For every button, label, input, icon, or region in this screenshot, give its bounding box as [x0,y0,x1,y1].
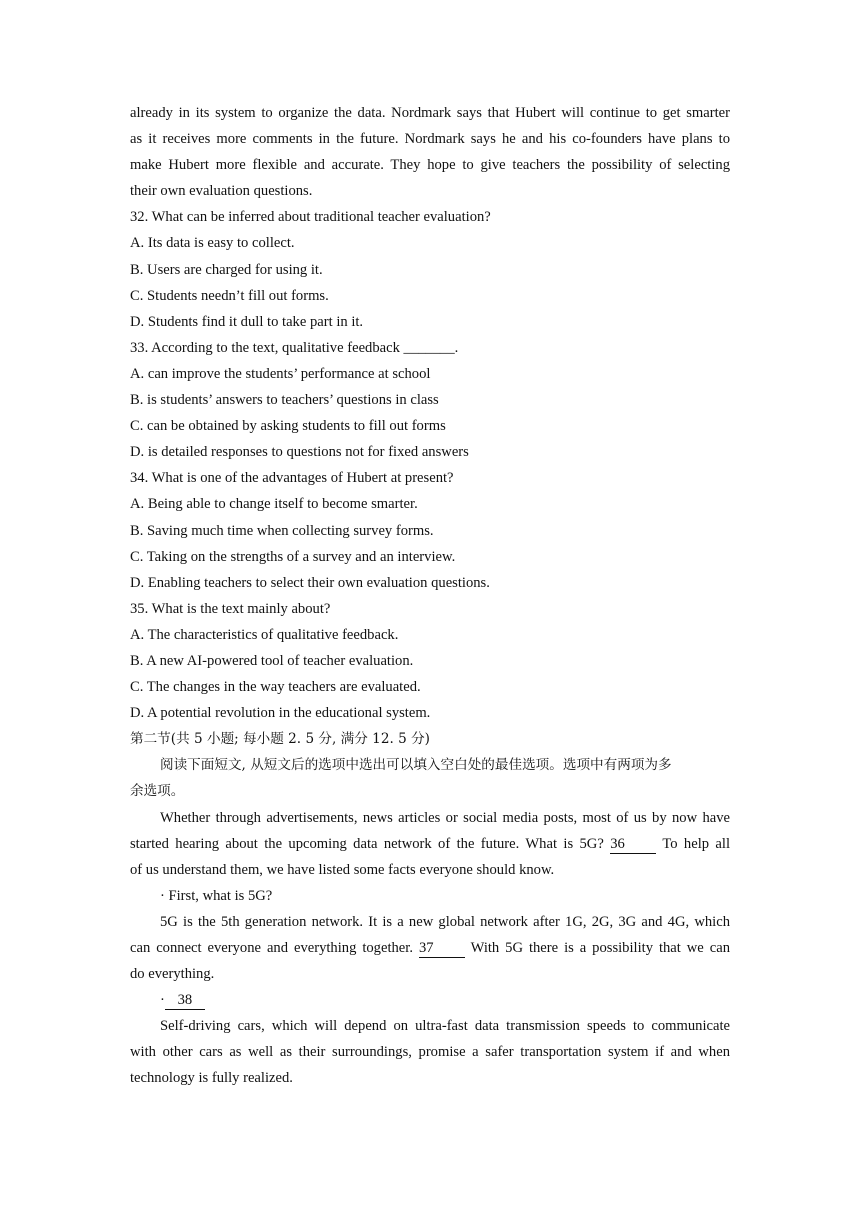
passage-line: their own evaluation questions. [130,183,313,200]
passage-continuation [130,100,730,204]
blank-36: 36 [610,835,656,854]
question-35 [130,596,730,726]
question-stem: 35. What is the text mainly about? [130,600,331,617]
option-d: D. A potential revolution in the educational system. [130,705,431,722]
option-d: D. Students find it dull to take part in it. [130,313,364,330]
paragraph-line: of us understand them, we have listed some facts everyone should know. [130,861,555,878]
bullet-heading: · First, what is 5G? [160,887,273,904]
option-a: A. can improve the students’ performance at school [130,365,431,382]
question-stem: 32. What can be inferred about traditional teacher evaluation? [130,209,491,226]
question-34 [130,465,730,595]
passage-line: already in its system to organize the data. Nordmark says that Hubert will continue to get smarter [130,105,730,121]
paragraph-line: with other cars as well as their surroundings, promise a safer transportation system if and when [130,1044,730,1061]
text-span: To help all [662,835,730,852]
passage-line: as it receives more comments in the future. Nordmark says he and his co-founders have plans to [130,131,730,148]
question-32 [130,204,730,334]
option-d: D. is detailed responses to questions not for fixed answers [130,444,469,461]
section-heading: 第二节(共 5 小题; 每小题 2. 5 分, 满分 12. 5 分) [130,731,430,748]
paragraph-line [130,831,730,857]
section-instruction: 余选项。 [130,783,185,800]
option-c: C. The changes in the way teachers are evaluated. [130,679,421,696]
option-a: A. Its data is easy to collect. [130,235,295,252]
paragraph-line [130,935,730,961]
bullet-dot: · [160,992,165,1009]
page-content [130,100,730,1092]
question-stem: 33. According to the text, qualitative feedback _______. [130,339,459,356]
blank-38: 38 [165,991,205,1010]
passage-line: make Hubert more flexible and accurate. They hope to give teachers the possibility of selecting [130,157,730,174]
paragraph-line: 5G is the 5th generation network. It is a new global network after 1G, 2G, 3G and 4G, which [160,913,730,930]
text-span: started hearing about the upcoming data network of the future. What is 5G? [130,835,604,852]
paragraph-line: do everything. [130,966,215,983]
section-2 [130,726,730,1091]
option-c: C. Students needn’t fill out forms. [130,287,329,304]
paragraph-line: technology is fully realized. [130,1070,293,1087]
bullet-heading [130,987,730,1013]
question-33 [130,335,730,465]
section-instruction: 阅读下面短文, 从短文后的选项中选出可以填入空白处的最佳选项。选项中有两项为多 [160,757,672,774]
option-a: A. Being able to change itself to become smarter. [130,496,418,513]
option-c: C. can be obtained by asking students to fill out forms [130,418,446,435]
text-span: With 5G there is a possibility that we can [470,940,730,956]
text-span: can connect everyone and everything together. [130,940,413,956]
option-c: C. Taking on the strengths of a survey and an interview. [130,548,456,565]
option-d: D. Enabling teachers to select their own evaluation questions. [130,574,490,591]
option-b: B. Users are charged for using it. [130,261,323,278]
paragraph-line: Whether through advertisements, news articles or social media posts, most of us by now have [160,809,730,826]
blank-37: 37 [419,939,465,958]
option-b: B. is students’ answers to teachers’ questions in class [130,392,439,409]
option-b: B. A new AI-powered tool of teacher evaluation. [130,652,414,669]
option-a: A. The characteristics of qualitative feedback. [130,626,399,643]
question-stem: 34. What is one of the advantages of Hubert at present? [130,470,454,487]
paragraph-line: Self-driving cars, which will depend on ultra-fast data transmission speeds to communicate [160,1018,730,1035]
option-b: B. Saving much time when collecting survey forms. [130,522,434,539]
